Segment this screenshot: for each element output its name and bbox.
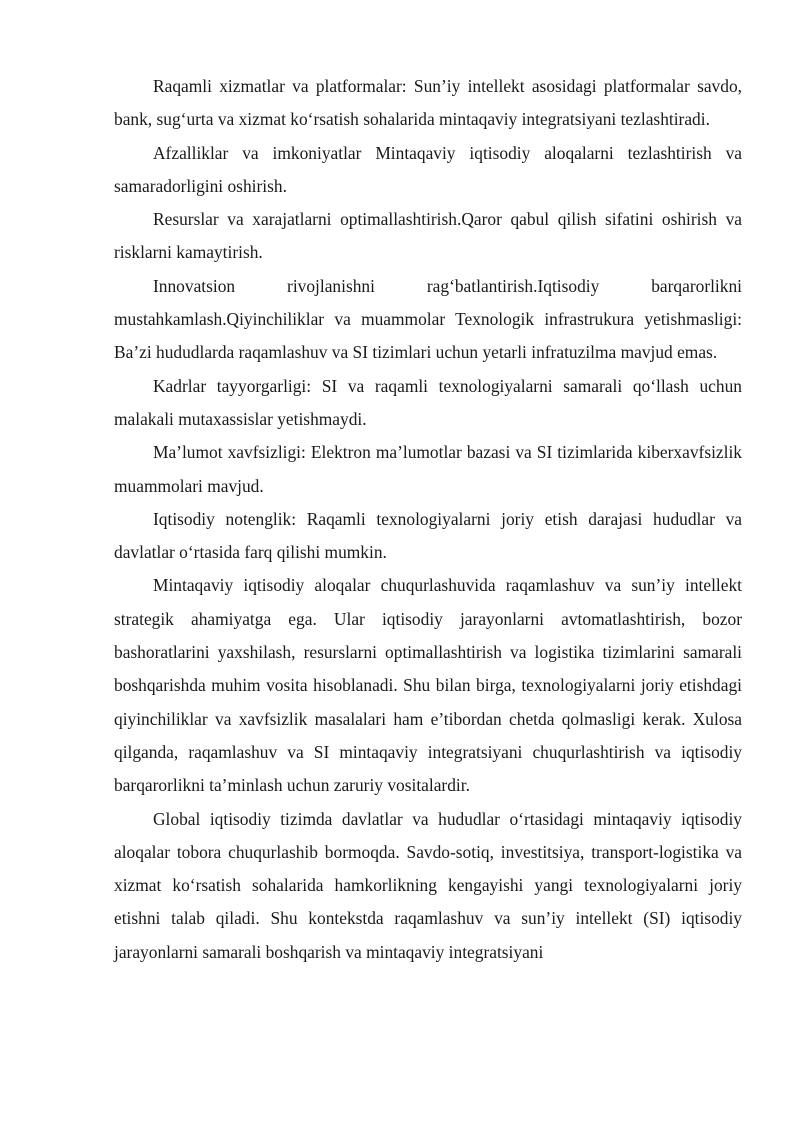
document-page (114, 70, 742, 969)
paragraph-data-security: Ma’lumot xavfsizligi: Elektron ma’lumotlar bazasi va SI tizimlarida kiberxavfsizlik muammolari mavjud. (114, 442, 742, 496)
paragraph-resources: Resurslar va xarajatlarni optimallashtirish.Qaror qabul qilish sifatini oshirish va risklarni kamaytirish. (114, 209, 742, 263)
paragraph-innovation: Innovatsion rivojlanishni rag‘batlantirish.Iqtisodiy barqarorlikni mustahkamlash.Qiyinchiliklar va muammolar Texnologik infrastrukura yetishmasligi: Ba’zi hududlarda raqamlashuv va SI tizimlari uchun yetarli infratuzilma mavjud emas. (114, 275, 742, 363)
paragraph-personnel: Kadrlar tayyorgarligi: SI va raqamli texnologiyalarni samarali qo‘llash uchun malakali mutaxassislar yetishmaydi. (114, 375, 742, 429)
paragraph-global-economy: Global iqtisodiy tizimda davlatlar va hududlar o‘rtasidagi mintaqaviy iqtisodiy aloqalar tobora chuqurlashib bormoqda. Savdo-sotiq, investitsiya, transport-logistika va xizmat ko‘rsatish sohalarida hamkorlikning kengayishi yangi texnologiyalarni joriy etishni talab qiladi. Shu kontekstda raqamlashuv va sun’iy intellekt (SI) iqtisodiy jarayonlarni samarali boshqarish va mintaqaviy integratsiyani (114, 808, 742, 962)
paragraph-economic-inequality: Iqtisodiy notenglik: Raqamli texnologiyalarni joriy etish darajasi hududlar va davlatlar o‘rtasida farq qilishi mumkin. (114, 508, 742, 563)
paragraph-digital-services: Raqamli xizmatlar va platformalar: Sun’iy intellekt asosidagi platformalar savdo, bank, sug‘urta va xizmat ko‘rsatish sohalarida mintaqaviy integratsiyani tezlashtiradi. (114, 76, 742, 130)
paragraph-advantages: Afzalliklar va imkoniyatlar Mintaqaviy iqtisodiy aloqalarni tezlashtirish va samaradorligini oshirish. (114, 142, 742, 196)
paragraph-conclusion: Mintaqaviy iqtisodiy aloqalar chuqurlashuvida raqamlashuv va sun’iy intellekt strategik ahamiyatga ega. Ular iqtisodiy jarayonlarni avtomatlashtirish, bozor bashoratlarini yaxshilash, resurslarni optimallashtirish va logistika tizimlarini samarali boshqarishda muhim vosita hisoblanadi. Shu bilan birga, texnologiyalarni joriy etishdagi qiyinchiliklar va xavfsizlik masalalari ham e’tibordan chetda qolmasligi kerak. Xulosa qilganda, raqamlashuv va SI mintaqaviy integratsiyani chuqurlashtirish va iqtisodiy barqarorlikni ta’minlash uchun zaruriy vositalardir. (114, 575, 742, 796)
